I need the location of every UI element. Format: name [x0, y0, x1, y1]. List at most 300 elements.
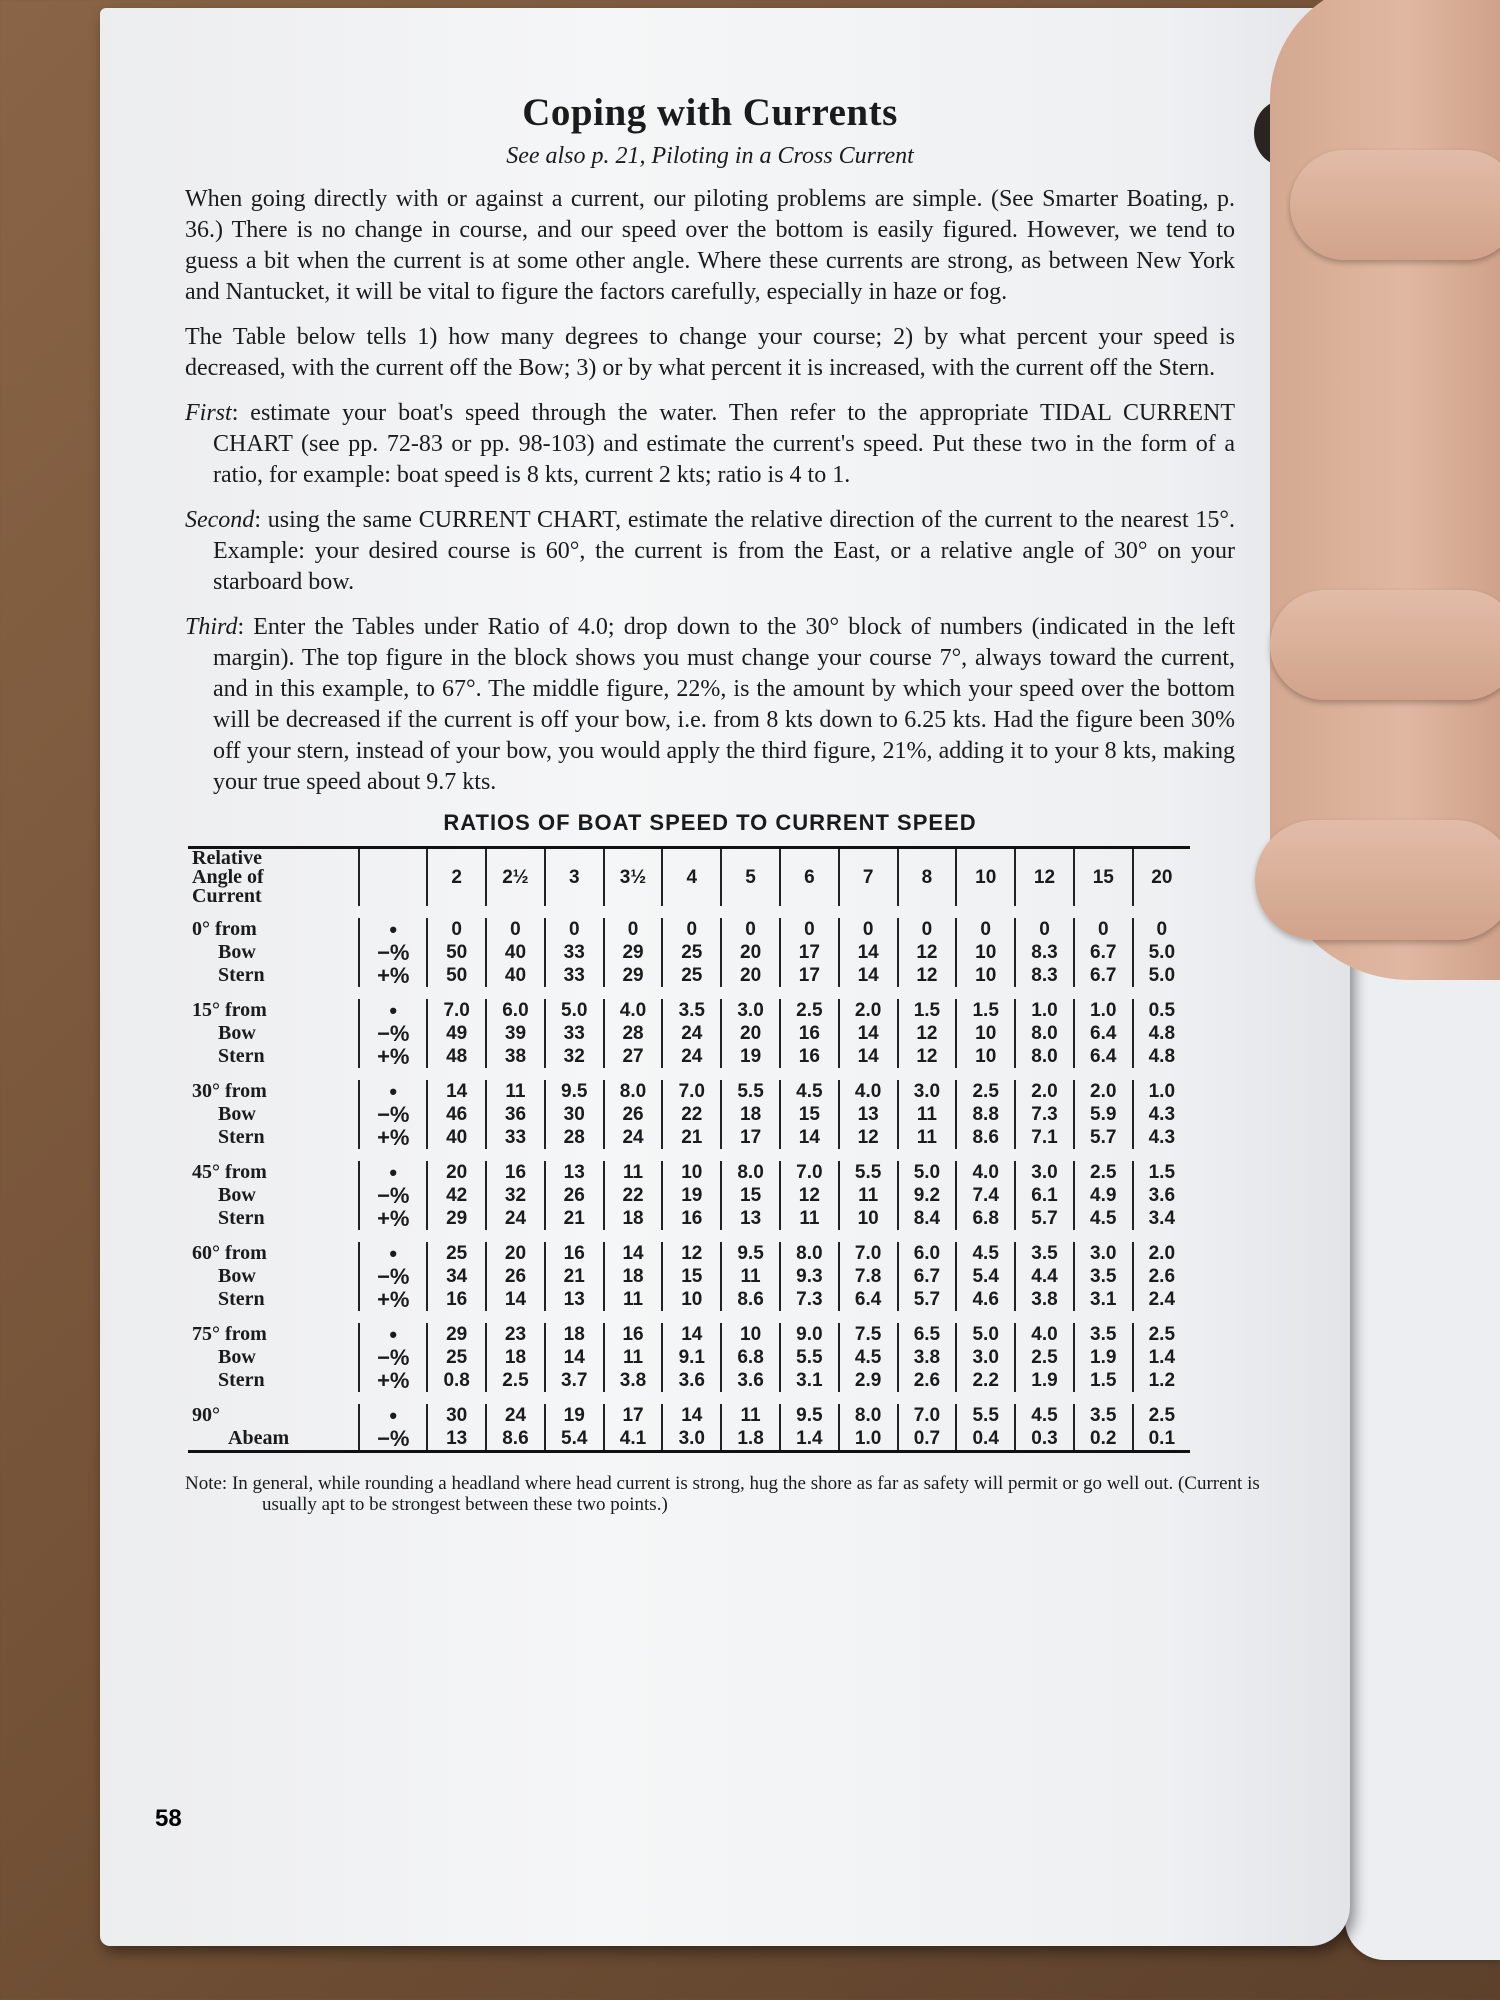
row-sign: −% [359, 1427, 427, 1452]
table-cell: 12 [898, 1045, 957, 1074]
table-cell: 2.5 [1133, 1398, 1190, 1427]
table-cell: 16 [486, 1155, 545, 1184]
table-row [188, 1103, 1190, 1126]
table-cell: 8.0 [780, 1236, 839, 1265]
table-cell: 7.0 [662, 1074, 721, 1103]
table-cell: 5.5 [839, 1155, 898, 1184]
table-cell: 2.5 [780, 993, 839, 1022]
table-cell: 5.0 [898, 1155, 957, 1184]
table-cell: 7.0 [839, 1236, 898, 1265]
table-cell: 38 [486, 1045, 545, 1074]
table-cell: 1.5 [956, 993, 1015, 1022]
table-cell: 4.0 [604, 993, 663, 1022]
finger [1290, 150, 1500, 260]
table-cell: 1.5 [1074, 1369, 1133, 1398]
table-cell: 11 [898, 1126, 957, 1155]
table-cell: 0 [427, 912, 486, 941]
table-cell: 0 [1015, 912, 1074, 941]
table-cell: 8.0 [721, 1155, 780, 1184]
table-cell: 10 [662, 1155, 721, 1184]
table-row [188, 1427, 1190, 1452]
ratio-header: 20 [1133, 848, 1190, 913]
table-cell: 3.5 [1074, 1317, 1133, 1346]
paragraph-text: : estimate your boat's speed through the water. Then refer to the appropriate TIDAL CURRENT CHART (see pp. 72-83 or pp. 98-103) and estimate the current's speed. Put these two in the form of a ratio, for example: boat speed is 8 kts, current 2 kts; ratio is 4 to 1. [213, 400, 1235, 488]
table-cell: 4.0 [1015, 1317, 1074, 1346]
table-cell: 5.0 [1133, 964, 1190, 993]
row-sign: +% [359, 1288, 427, 1317]
table-cell: 16 [780, 1045, 839, 1074]
table-cell: 30 [427, 1398, 486, 1427]
table-cell: 25 [427, 1346, 486, 1369]
table-cell: 8.3 [1015, 964, 1074, 993]
table-cell: 14 [486, 1288, 545, 1317]
table-cell: 6.4 [1074, 1022, 1133, 1045]
table-cell: 3.8 [898, 1346, 957, 1369]
table-row [188, 912, 1190, 941]
table-cell: 5.4 [956, 1265, 1015, 1288]
table-row [188, 1045, 1190, 1074]
table-cell: 40 [427, 1126, 486, 1155]
table-row [188, 941, 1190, 964]
table-cell: 21 [545, 1265, 604, 1288]
table-cell: 26 [604, 1103, 663, 1126]
table-cell: 25 [427, 1236, 486, 1265]
table-cell: 23 [486, 1317, 545, 1346]
table-cell: 8.0 [1015, 1022, 1074, 1045]
paragraph [185, 505, 1235, 598]
note: Note: In general, while rounding a headland where head current is strong, hug the shore as far as safety will permit or go well out. (Current is usually apt to be strongest between these two points.) [185, 1473, 1260, 1515]
table-row [188, 1288, 1190, 1317]
paragraph-text: The Table below tells 1) how many degrees to change your course; 2) by what percent your speed is decreased, with the current off the Bow; 3) or by what percent it is increased, with the current off the Stern. [185, 324, 1235, 381]
ratio-header: 15 [1074, 848, 1133, 913]
ratio-header: 2 [427, 848, 486, 913]
table-cell: 4.1 [604, 1427, 663, 1452]
row-sign: −% [359, 941, 427, 964]
table-cell: 13 [545, 1288, 604, 1317]
table-cell: 1.8 [721, 1427, 780, 1452]
row-sign: −% [359, 1103, 427, 1126]
ratio-header: 8 [898, 848, 957, 913]
table-cell: 4.4 [1015, 1265, 1074, 1288]
page-title: Coping with Currents [522, 91, 898, 134]
angle-label: 45° from [192, 1161, 267, 1183]
table-cell: 7.8 [839, 1265, 898, 1288]
table-row [188, 1184, 1190, 1207]
table-cell: 5.0 [1133, 941, 1190, 964]
table-cell: 3.0 [721, 993, 780, 1022]
table-cell: 6.7 [1074, 941, 1133, 964]
table-cell: 22 [662, 1103, 721, 1126]
table-cell: 0 [662, 912, 721, 941]
table-cell: 16 [427, 1288, 486, 1317]
table-cell: 3.1 [1074, 1288, 1133, 1317]
table-cell: 39 [486, 1022, 545, 1045]
table-cell: 6.7 [898, 1265, 957, 1288]
table-row [188, 1074, 1190, 1103]
table-cell: 4.0 [956, 1155, 1015, 1184]
table-cell: 0.1 [1133, 1427, 1190, 1452]
table-cell: 3.5 [662, 993, 721, 1022]
angle-label: Abeam [228, 1427, 290, 1449]
table-cell: 2.5 [1015, 1346, 1074, 1369]
table-cell: 25 [662, 941, 721, 964]
table-cell: 16 [780, 1022, 839, 1045]
table-cell: 3.6 [721, 1369, 780, 1398]
table-cell: 4.5 [1074, 1207, 1133, 1236]
table-cell: 11 [898, 1103, 957, 1126]
ratio-header: 3 [545, 848, 604, 913]
table-cell: 18 [721, 1103, 780, 1126]
table-cell: 12 [898, 1022, 957, 1045]
table-cell: 14 [662, 1398, 721, 1427]
table-cell: 8.4 [898, 1207, 957, 1236]
table-row [188, 993, 1190, 1022]
page-content [185, 90, 1260, 1515]
table-cell: 2.4 [1133, 1288, 1190, 1317]
row-sign: −% [359, 1265, 427, 1288]
table-title: RATIOS OF BOAT SPEED TO CURRENT SPEED [443, 810, 977, 835]
table-cell: 4.5 [1015, 1398, 1074, 1427]
table-cell: 13 [839, 1103, 898, 1126]
table-cell: 0.8 [427, 1369, 486, 1398]
table-cell: 10 [721, 1317, 780, 1346]
table-cell: 24 [662, 1045, 721, 1074]
table-cell: 5.0 [545, 993, 604, 1022]
page-number: 58 [155, 1805, 182, 1832]
table-cell: 28 [545, 1126, 604, 1155]
table-cell: 17 [780, 941, 839, 964]
table-cell: 1.0 [839, 1427, 898, 1452]
table-cell: 18 [604, 1265, 663, 1288]
table-cell: 24 [486, 1398, 545, 1427]
table-cell: 6.8 [721, 1346, 780, 1369]
row-sign: −% [359, 1346, 427, 1369]
table-cell: 29 [427, 1317, 486, 1346]
row-sign: • [359, 1155, 427, 1184]
table-cell: 19 [545, 1398, 604, 1427]
table-cell: 3.0 [1074, 1236, 1133, 1265]
table-cell: 4.8 [1133, 1022, 1190, 1045]
table-cell: 4.9 [1074, 1184, 1133, 1207]
table-cell: 7.3 [780, 1288, 839, 1317]
table-cell: 33 [545, 964, 604, 993]
paragraph-lead: Third [185, 614, 238, 640]
table-cell: 10 [956, 941, 1015, 964]
table-cell: 3.0 [662, 1427, 721, 1452]
table-cell: 33 [486, 1126, 545, 1155]
table-row [188, 1346, 1190, 1369]
table-cell: 2.0 [839, 993, 898, 1022]
table-cell: 3.4 [1133, 1207, 1190, 1236]
table-cell: 7.3 [1015, 1103, 1074, 1126]
table-cell: 29 [604, 964, 663, 993]
table-cell: 5.7 [1074, 1126, 1133, 1155]
paragraph [185, 322, 1235, 384]
table-cell: 18 [604, 1207, 663, 1236]
table-cell: 2.5 [956, 1074, 1015, 1103]
table-cell: 15 [662, 1265, 721, 1288]
ratio-header: 6 [780, 848, 839, 913]
table-cell: 5.5 [780, 1346, 839, 1369]
table-cell: 3.5 [1015, 1236, 1074, 1265]
table-cell: 5.5 [956, 1398, 1015, 1427]
table-cell: 11 [839, 1184, 898, 1207]
table-cell: 40 [486, 964, 545, 993]
ratios-table [188, 846, 1190, 1453]
corner-header-line: Current [192, 885, 262, 907]
angle-label: Bow [218, 1346, 256, 1368]
table-cell: 19 [662, 1184, 721, 1207]
table-cell: 26 [545, 1184, 604, 1207]
paragraph [185, 398, 1235, 491]
table-cell: 0 [486, 912, 545, 941]
table-cell: 4.6 [956, 1288, 1015, 1317]
table-row [188, 1155, 1190, 1184]
table-row [188, 1317, 1190, 1346]
table-cell: 1.5 [1133, 1155, 1190, 1184]
table-cell: 34 [427, 1265, 486, 1288]
table-cell: 8.0 [1015, 1045, 1074, 1074]
table-cell: 36 [486, 1103, 545, 1126]
table-cell: 20 [427, 1155, 486, 1184]
table-cell: 0.4 [956, 1427, 1015, 1452]
table-row [188, 964, 1190, 993]
table-cell: 0 [721, 912, 780, 941]
table-cell: 12 [898, 941, 957, 964]
table-cell: 7.4 [956, 1184, 1015, 1207]
ratio-header: 3½ [604, 848, 663, 913]
table-cell: 0.2 [1074, 1427, 1133, 1452]
table-cell: 12 [839, 1126, 898, 1155]
table-cell: 0 [1133, 912, 1190, 941]
row-sign: • [359, 1074, 427, 1103]
table-cell: 2.0 [1074, 1074, 1133, 1103]
paragraph [185, 612, 1235, 798]
table-cell: 17 [780, 964, 839, 993]
table-cell: 0 [780, 912, 839, 941]
paragraph-text: : using the same CURRENT CHART, estimate the relative direction of the current to the nearest 15°. Example: your desired course is 60°, the current is from the East, or a relative angle of 30° on your starboard bow. [213, 507, 1235, 595]
table-cell: 4.5 [956, 1236, 1015, 1265]
table-cell: 0 [545, 912, 604, 941]
table-cell: 12 [662, 1236, 721, 1265]
table-cell: 10 [839, 1207, 898, 1236]
table-cell: 16 [545, 1236, 604, 1265]
table-cell: 27 [604, 1045, 663, 1074]
table-cell: 2.5 [486, 1369, 545, 1398]
table-cell: 3.5 [1074, 1265, 1133, 1288]
table-cell: 16 [662, 1207, 721, 1236]
table-cell: 8.6 [956, 1126, 1015, 1155]
table-cell: 8.8 [956, 1103, 1015, 1126]
row-sign: +% [359, 1126, 427, 1155]
table-cell: 17 [721, 1126, 780, 1155]
table-cell: 14 [427, 1074, 486, 1103]
table-cell: 13 [427, 1427, 486, 1452]
table-cell: 1.9 [1015, 1369, 1074, 1398]
angle-label: Stern [218, 964, 265, 986]
table-cell: 10 [956, 964, 1015, 993]
angle-label: 0° from [192, 918, 257, 940]
table-cell: 21 [545, 1207, 604, 1236]
table-cell: 9.5 [545, 1074, 604, 1103]
table-cell: 2.9 [839, 1369, 898, 1398]
paragraph-lead: First [185, 400, 232, 426]
table-cell: 11 [780, 1207, 839, 1236]
table-cell: 0 [898, 912, 957, 941]
table-cell: 3.5 [1074, 1398, 1133, 1427]
table-cell: 6.5 [898, 1317, 957, 1346]
table-cell: 5.5 [721, 1074, 780, 1103]
ratio-header: 2½ [486, 848, 545, 913]
table-cell: 8.3 [1015, 941, 1074, 964]
table-cell: 11 [721, 1398, 780, 1427]
table-cell: 9.3 [780, 1265, 839, 1288]
table-cell: 33 [545, 941, 604, 964]
table-cell: 0.5 [1133, 993, 1190, 1022]
table-cell: 11 [721, 1265, 780, 1288]
table-cell: 6.7 [1074, 964, 1133, 993]
table-cell: 9.0 [780, 1317, 839, 1346]
table-cell: 4.3 [1133, 1103, 1190, 1126]
angle-label: Bow [218, 1184, 256, 1206]
table-cell: 32 [545, 1045, 604, 1074]
table-cell: 8.6 [721, 1288, 780, 1317]
angle-label: Stern [218, 1369, 265, 1391]
table-cell: 2.5 [1133, 1317, 1190, 1346]
table-cell: 19 [721, 1045, 780, 1074]
table-cell: 32 [486, 1184, 545, 1207]
table-cell: 6.8 [956, 1207, 1015, 1236]
finger [1270, 590, 1500, 700]
table-cell: 1.0 [1015, 993, 1074, 1022]
table-cell: 14 [604, 1236, 663, 1265]
table-cell: 2.6 [1133, 1265, 1190, 1288]
table-cell: 9.5 [780, 1398, 839, 1427]
row-sign: +% [359, 1207, 427, 1236]
table-cell: 21 [662, 1126, 721, 1155]
table-cell: 1.4 [1133, 1346, 1190, 1369]
table-cell: 7.0 [427, 993, 486, 1022]
angle-label: Stern [218, 1288, 265, 1310]
table-cell: 48 [427, 1045, 486, 1074]
table-cell: 20 [486, 1236, 545, 1265]
table-cell: 2.2 [956, 1369, 1015, 1398]
table-cell: 29 [604, 941, 663, 964]
row-sign: • [359, 1398, 427, 1427]
table-cell: 17 [604, 1398, 663, 1427]
table-cell: 50 [427, 941, 486, 964]
table-cell: 14 [545, 1346, 604, 1369]
table-cell: 2.6 [898, 1369, 957, 1398]
table-cell: 20 [721, 941, 780, 964]
table-cell: 1.0 [1074, 993, 1133, 1022]
table-cell: 33 [545, 1022, 604, 1045]
table-cell: 3.0 [956, 1346, 1015, 1369]
angle-label: 90° [192, 1404, 220, 1426]
table-cell: 2.0 [1133, 1236, 1190, 1265]
table-cell: 10 [956, 1045, 1015, 1074]
page-subtitle: See also p. 21, Piloting in a Cross Current [506, 143, 914, 169]
ratio-header: 5 [721, 848, 780, 913]
table-cell: 7.0 [780, 1155, 839, 1184]
table-cell: 8.0 [839, 1398, 898, 1427]
table-cell: 1.5 [898, 993, 957, 1022]
angle-label: Bow [218, 1022, 256, 1044]
table-cell: 8.6 [486, 1427, 545, 1452]
table-cell: 46 [427, 1103, 486, 1126]
table-cell: 1.4 [780, 1427, 839, 1452]
table-cell: 0 [604, 912, 663, 941]
table-cell: 11 [486, 1074, 545, 1103]
row-sign: −% [359, 1184, 427, 1207]
table-cell: 18 [486, 1346, 545, 1369]
table-row [188, 1236, 1190, 1265]
table-cell: 5.7 [898, 1288, 957, 1317]
table-cell: 3.6 [662, 1369, 721, 1398]
table-cell: 0.3 [1015, 1427, 1074, 1452]
table-cell: 3.6 [1133, 1184, 1190, 1207]
table-cell: 20 [721, 1022, 780, 1045]
table-cell: 7.1 [1015, 1126, 1074, 1155]
table-cell: 3.7 [545, 1369, 604, 1398]
table-cell: 40 [486, 941, 545, 964]
ratio-header: 12 [1015, 848, 1074, 913]
table-row [188, 1126, 1190, 1155]
table-cell: 3.0 [1015, 1155, 1074, 1184]
finger [1255, 820, 1500, 940]
table-row [188, 1265, 1190, 1288]
paragraph [185, 184, 1235, 308]
table-cell: 0 [1074, 912, 1133, 941]
table-cell: 11 [604, 1155, 663, 1184]
table-cell: 1.2 [1133, 1369, 1190, 1398]
table-cell: 14 [780, 1126, 839, 1155]
table-cell: 50 [427, 964, 486, 993]
table-cell: 2.0 [1015, 1074, 1074, 1103]
ratio-header: 7 [839, 848, 898, 913]
table-cell: 0.7 [898, 1427, 957, 1452]
table-cell: 12 [780, 1184, 839, 1207]
table-cell: 6.0 [486, 993, 545, 1022]
table-cell: 3.8 [1015, 1288, 1074, 1317]
table-row [188, 1369, 1190, 1398]
table-cell: 0 [956, 912, 1015, 941]
row-sign: • [359, 1236, 427, 1265]
table-cell: 25 [662, 964, 721, 993]
table-cell: 14 [839, 1022, 898, 1045]
table-cell: 29 [427, 1207, 486, 1236]
table-cell: 1.0 [1133, 1074, 1190, 1103]
table-cell: 28 [604, 1022, 663, 1045]
table-cell: 6.4 [1074, 1045, 1133, 1074]
corner-header-line: Relative [192, 847, 262, 869]
angle-label: Bow [218, 941, 256, 963]
table-cell: 18 [545, 1317, 604, 1346]
table-cell: 4.8 [1133, 1045, 1190, 1074]
table-cell: 4.0 [839, 1074, 898, 1103]
table-cell: 14 [662, 1317, 721, 1346]
table-cell: 15 [780, 1103, 839, 1126]
paragraph-text: When going directly with or against a current, our piloting problems are simple. (See Smarter Boating, p. 36.) There is no change in course, and our speed over the bottom is easily figured. However, we tend to guess a bit when the current is at some other angle. Where these currents are strong, as between New York and Nantucket, it will be vital to figure the factors carefully, especially in haze or fog. [185, 186, 1235, 305]
row-sign: • [359, 912, 427, 941]
corner-header-line: Angle of [192, 866, 264, 888]
table-cell: 10 [956, 1022, 1015, 1045]
table-cell: 20 [721, 964, 780, 993]
table-cell: 14 [839, 941, 898, 964]
angle-label: 15° from [192, 999, 267, 1021]
table-cell: 24 [662, 1022, 721, 1045]
table-cell: 4.5 [780, 1074, 839, 1103]
